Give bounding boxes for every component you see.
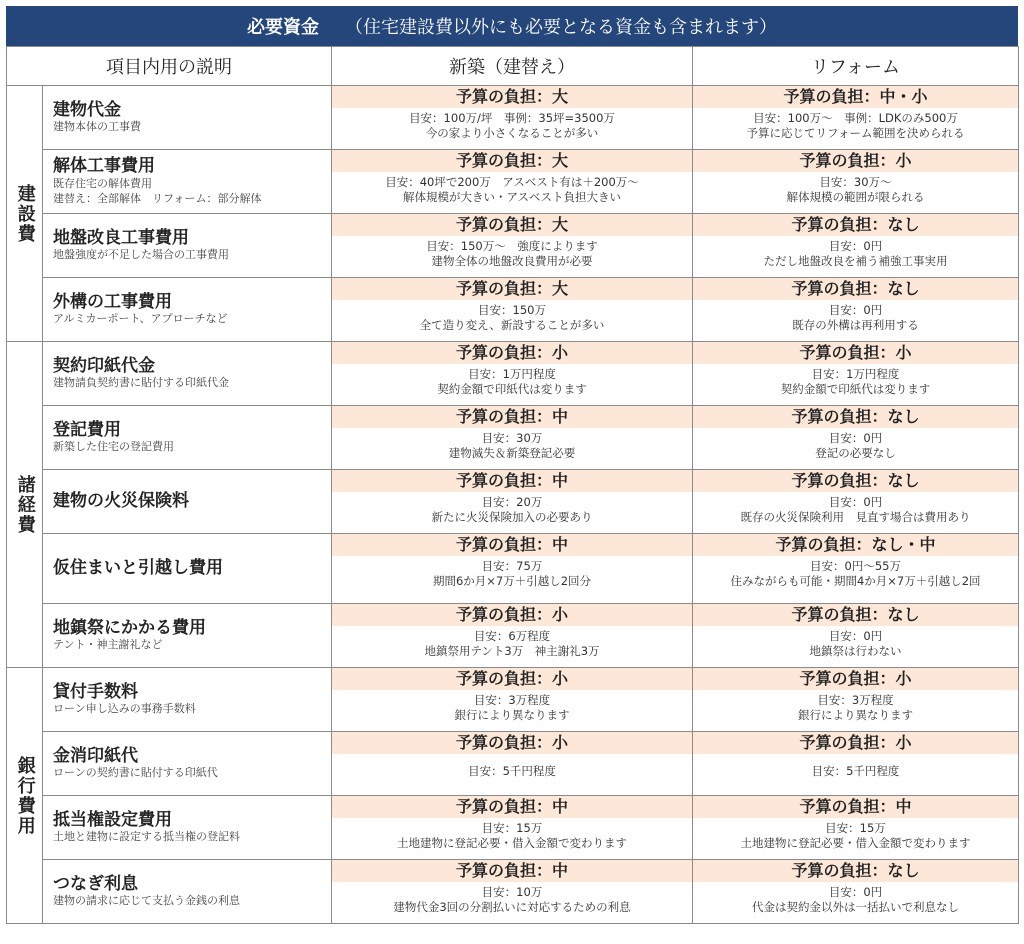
reform-budget-burden: 予算の負担：小	[693, 150, 1018, 172]
new-cell	[332, 406, 693, 470]
reform-budget-burden: 予算の負担：小	[693, 342, 1018, 364]
new-note-line: 目安：100万/坪 事例：35坪=3500万	[409, 111, 615, 125]
item-description: 地盤強度が不足した場合の工事費用	[53, 248, 229, 262]
item-name: 金消印紙代	[53, 745, 138, 766]
new-budget-burden: 予算の負担：中	[332, 534, 692, 556]
reform-cell	[693, 534, 1019, 604]
reform-cell	[693, 86, 1019, 150]
reform-budget-burden: 予算の負担：なし	[693, 406, 1018, 428]
new-note	[332, 556, 692, 589]
new-note-line: 契約金額で印紙代は変ります	[437, 382, 587, 396]
new-note	[332, 690, 692, 723]
new-cell	[332, 796, 693, 860]
reform-note-line: 住みながらも可能・期間4か月×7万＋引越し2回	[730, 574, 981, 588]
table-title: 必要資金	[247, 17, 319, 38]
new-note	[332, 172, 692, 205]
item-name: 解体工事費用	[53, 156, 155, 177]
new-note-line: 期間6か月×7万＋引越し2回分	[432, 574, 592, 588]
item-cell	[43, 278, 332, 342]
new-note-line: 目安：15万	[481, 821, 543, 835]
column-header-new: 新築（建替え）	[332, 47, 693, 86]
reform-cell	[693, 604, 1019, 668]
new-note	[332, 236, 692, 269]
new-budget-burden: 予算の負担：小	[332, 668, 692, 690]
item-cell	[43, 214, 332, 278]
new-note-line: 目安：150万～ 強度によります	[426, 239, 598, 253]
new-budget-burden: 予算の負担：大	[332, 278, 692, 300]
column-header-reform: リフォーム	[693, 47, 1019, 86]
item-name: 建物代金	[53, 99, 121, 120]
reform-note	[693, 818, 1018, 851]
item-description: 新築した住宅の登記費用	[53, 440, 174, 454]
reform-note	[693, 626, 1018, 659]
new-budget-burden: 予算の負担：中	[332, 860, 692, 882]
table-row	[7, 150, 1019, 214]
header-row	[7, 47, 1019, 86]
reform-budget-burden: 予算の負担：小	[693, 732, 1018, 754]
table-row	[7, 534, 1019, 604]
new-note	[332, 300, 692, 333]
reform-note-line: 代金は契約金以外は一括払いで利息なし	[752, 900, 959, 914]
reform-note-line: 目安：0円	[828, 495, 883, 509]
table-row	[7, 342, 1019, 406]
new-budget-burden: 予算の負担：中	[332, 796, 692, 818]
reform-note-line: 予算に応じてリフォーム範囲を決められる	[746, 126, 965, 140]
item-description: ローン申し込みの事務手数料	[53, 702, 196, 716]
reform-note-line: 目安：15万	[825, 821, 886, 835]
new-note-line: 目安：6万程度	[473, 629, 551, 643]
new-budget-burden: 予算の負担：小	[332, 342, 692, 364]
reform-note-line: 目安：3万程度	[817, 693, 894, 707]
column-header-item: 項目内用の説明	[7, 47, 332, 86]
reform-note	[693, 236, 1018, 269]
new-note	[332, 754, 692, 779]
new-note-line: 地鎮祭用テント3万 神主謝礼3万	[424, 644, 600, 658]
item-name: 外構の工事費用	[53, 291, 172, 312]
item-name: 契約印紙代金	[53, 355, 155, 376]
reform-note	[693, 172, 1018, 205]
item-cell	[43, 406, 332, 470]
reform-budget-burden: 予算の負担：なし	[693, 278, 1018, 300]
new-cell	[332, 150, 693, 214]
reform-note-line: 目安：0円	[828, 303, 883, 317]
reform-note	[693, 300, 1018, 333]
new-note-line: 建物代金3回の分割払いに対応するための利息	[393, 900, 631, 914]
new-note	[332, 626, 692, 659]
new-note-line: 目安：75万	[481, 559, 543, 573]
item-description: アルミカーポート、アプローチなど	[53, 312, 228, 326]
table-subtitle: （住宅建設費以外にも必要となる資金も含まれます）	[345, 17, 777, 38]
reform-note	[693, 492, 1018, 525]
new-note-line: 目安：10万	[481, 885, 543, 899]
reform-note-line: 土地建物に登記必要・借入金額で変わります	[740, 836, 971, 850]
item-description: 土地と建物に設定する抵当権の登記料	[53, 830, 240, 844]
item-description: 建物請負契約書に貼付する印紙代金	[53, 376, 229, 390]
reform-cell	[693, 406, 1019, 470]
category-label: 建設費	[7, 86, 43, 342]
table-row	[7, 470, 1019, 534]
reform-note-line: 既存の外構は再利用する	[792, 318, 919, 332]
reform-note	[693, 108, 1018, 141]
reform-note-line: 目安：30万～	[819, 175, 892, 189]
new-note-line: 建物滅失＆新築登記必要	[448, 446, 576, 460]
new-note-line: 解体規模が大きい・アスベスト負担大きい	[402, 190, 622, 204]
reform-note	[693, 754, 1018, 779]
new-budget-burden: 予算の負担：大	[332, 214, 692, 236]
reform-budget-burden: 予算の負担：なし	[693, 604, 1018, 626]
table-row	[7, 732, 1019, 796]
new-note	[332, 492, 692, 525]
item-name: 地盤改良工事費用	[53, 227, 189, 248]
item-name: 抵当権設定費用	[53, 809, 172, 830]
new-budget-burden: 予算の負担：大	[332, 150, 692, 172]
reform-budget-burden: 予算の負担：中	[693, 796, 1018, 818]
new-note-line: 銀行により異なります	[454, 708, 570, 722]
item-name: 地鎮祭にかかる費用	[53, 617, 206, 638]
reform-note-line: 既存の火災保険利用 見直す場合は費用あり	[740, 510, 971, 524]
reform-budget-burden: 予算の負担：なし	[693, 470, 1018, 492]
reform-cell	[693, 278, 1019, 342]
new-note-line: 全て造り変え、新設することが多い	[419, 318, 605, 332]
category-label: 諸経費	[7, 342, 43, 668]
item-cell	[43, 470, 332, 534]
reform-note	[693, 428, 1018, 461]
new-cell	[332, 732, 693, 796]
item-cell	[43, 86, 332, 150]
new-cell	[332, 278, 693, 342]
new-note-line: 建物全体の地盤改良費用が必要	[431, 254, 593, 268]
item-description: テント・神主謝礼など	[53, 638, 163, 652]
item-cell	[43, 732, 332, 796]
new-note-line: 目安：30万	[481, 431, 543, 445]
reform-budget-burden: 予算の負担：なし	[693, 214, 1018, 236]
reform-budget-burden: 予算の負担：なし・中	[693, 534, 1018, 556]
reform-budget-burden: 予算の負担：小	[693, 668, 1018, 690]
reform-note-line: 目安：0円	[828, 431, 883, 445]
reform-note	[693, 364, 1018, 397]
new-note-line: 目安：3万程度	[473, 693, 551, 707]
new-note-line: 土地建物に登記必要・借入金額で変わります	[397, 836, 627, 850]
item-name: つなぎ利息	[53, 873, 138, 894]
table-row	[7, 860, 1019, 924]
table-row	[7, 278, 1019, 342]
new-note	[332, 428, 692, 461]
table-row	[7, 604, 1019, 668]
table-row	[7, 214, 1019, 278]
item-description: 既存住宅の解体費用	[53, 176, 152, 190]
reform-note	[693, 690, 1018, 723]
reform-note-line: 目安：1万円程度	[811, 367, 900, 381]
category-label: 銀行費用	[7, 668, 43, 924]
item-name: 登記費用	[53, 419, 121, 440]
new-cell	[332, 86, 693, 150]
item-cell	[43, 604, 332, 668]
new-note-line: 目安：5千円程度	[468, 764, 556, 778]
reform-note	[693, 882, 1018, 915]
reform-note	[693, 556, 1018, 589]
new-budget-burden: 予算の負担：大	[332, 86, 692, 108]
new-budget-burden: 予算の負担：中	[332, 406, 692, 428]
reform-note-line: 解体規模の範囲が限られる	[786, 190, 925, 204]
new-note	[332, 882, 692, 915]
new-cell	[332, 604, 693, 668]
item-cell	[43, 796, 332, 860]
reform-note-line: 契約金額で印紙代は変ります	[780, 382, 931, 396]
reform-cell	[693, 860, 1019, 924]
new-cell	[332, 342, 693, 406]
item-name: 貸付手数料	[53, 681, 138, 702]
reform-cell	[693, 150, 1019, 214]
title-bar	[6, 6, 1018, 46]
item-cell	[43, 668, 332, 732]
reform-cell	[693, 796, 1019, 860]
reform-note-line: 目安：0円～55万	[810, 559, 901, 573]
reform-note-line: 目安：5千円程度	[811, 764, 900, 778]
funds-table-container	[6, 6, 1018, 924]
item-description: ローンの契約書に貼付する印紙代	[53, 766, 218, 780]
new-note-line: 目安：40坪で200万 アスベスト有は＋200万～	[385, 175, 639, 189]
new-budget-burden: 予算の負担：小	[332, 732, 692, 754]
reform-budget-burden: 予算の負担：中・小	[693, 86, 1018, 108]
reform-note-line: 登記の必要なし	[815, 446, 896, 460]
item-description: 建替え：全部解体 リフォーム：部分解体	[53, 191, 262, 205]
item-name: 建物の火災保険料	[53, 491, 189, 512]
reform-note-line: 地鎮祭は行わない	[809, 644, 902, 658]
new-cell	[332, 470, 693, 534]
reform-note-line: 目安：0円	[828, 239, 883, 253]
new-cell	[332, 860, 693, 924]
item-description: 建物の請求に応じて支払う金銭の利息	[53, 894, 240, 908]
new-cell	[332, 534, 693, 604]
new-note-line: 今の家より小さくなることが多い	[425, 126, 599, 140]
new-note-line: 目安：20万	[481, 495, 543, 509]
new-note-line: 新たに火災保険加入の必要あり	[431, 510, 593, 524]
table-row	[7, 796, 1019, 860]
item-cell	[43, 150, 332, 214]
reform-cell	[693, 342, 1019, 406]
reform-cell	[693, 668, 1019, 732]
table-row	[7, 86, 1019, 150]
table-row	[7, 668, 1019, 732]
new-budget-burden: 予算の負担：小	[332, 604, 692, 626]
new-note	[332, 364, 692, 397]
item-name: 仮住まいと引越し費用	[53, 558, 223, 579]
item-cell	[43, 860, 332, 924]
reform-note-line: 目安：0円	[828, 885, 883, 899]
item-description: 建物本体の工事費	[53, 120, 141, 134]
reform-cell	[693, 470, 1019, 534]
new-note-line: 目安：1万円程度	[468, 367, 556, 381]
reform-cell	[693, 732, 1019, 796]
new-cell	[332, 668, 693, 732]
item-cell	[43, 342, 332, 406]
reform-note-line: ただし地盤改良を補う補強工事実用	[763, 254, 948, 268]
new-cell	[332, 214, 693, 278]
item-cell	[43, 534, 332, 604]
reform-note-line: 目安：0円	[828, 629, 883, 643]
reform-cell	[693, 214, 1019, 278]
funds-table	[6, 46, 1019, 924]
new-note	[332, 108, 692, 141]
reform-note-line: 銀行により異なります	[798, 708, 913, 722]
table-body	[7, 86, 1019, 924]
reform-budget-burden: 予算の負担：なし	[693, 860, 1018, 882]
new-note	[332, 818, 692, 851]
new-budget-burden: 予算の負担：中	[332, 470, 692, 492]
new-note-line: 目安：150万	[478, 303, 546, 317]
reform-note-line: 目安：100万～ 事例：LDKのみ500万	[753, 111, 958, 125]
table-row	[7, 406, 1019, 470]
